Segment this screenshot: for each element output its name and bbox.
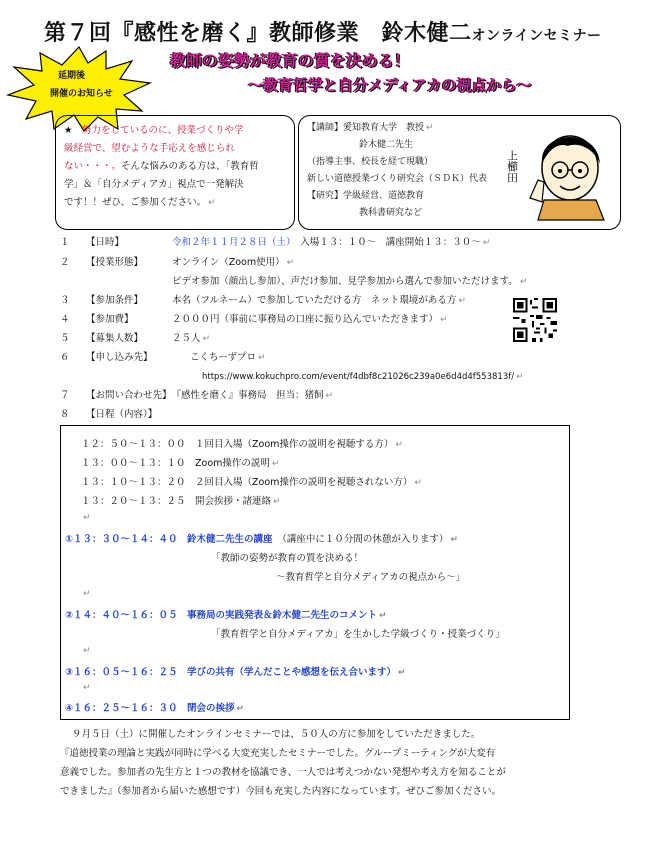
footer-line-2: 『道徳授業の理論と実践が同時に学べる大変充実したセミナーでした。グループミーティングが大変有 (60, 748, 496, 759)
schedule-row: １３：２０～１３：２５ 開会挨拶・諸連絡 ↵ (81, 496, 281, 507)
footer-line-4: できました』（参加者から届いた感想です）今回も充実した内容になっています。ぜひご参加ください。 (60, 786, 501, 797)
item-fee: ４ 【参加費】 ２０００円（事前に事務局の口座に振り込んでいただきます） ↵ (60, 314, 448, 325)
burst-text-2: 開催のお知らせ (50, 89, 113, 99)
item-conditions: ３ 【参加条件】 本名（フルネーム）で参加していただける方 ネット環境がある方 ↵ (60, 295, 466, 306)
session-2: ②１４：４０～１６：０５ 事務局の実践発表＆鈴木健二先生のコメント ↵ (65, 610, 387, 621)
subtitle-sub: ～教育哲学と自分メディアカの視点から～ (248, 76, 532, 94)
item-apply: ６ 【申し込み先】 こくちーずプロ ↵ (60, 352, 266, 363)
lecturer-portrait (505, 120, 616, 220)
session-3: ③１６：０５～１６：２５ 学びの共有（学んだことや感想を伝え合います） ↵ (65, 667, 406, 678)
item-capacity: ５ 【募集人数】 ２５人 ↵ (60, 333, 211, 344)
apply-url-link[interactable]: https://www.kokuchpro.com/event/f4dbf8c21026c239a0e6d4d4f553813f/ ↵ (202, 372, 524, 382)
lecturer-profile: 【講師】愛知教育大学 教授 ↵ 鈴木健二先生 （指導主事、校長を経て現職） 新しい道徳授業づくり研究会（ＳＤＫ）代表 【研究】学級経営、道徳教育 教科書研究など (298, 115, 621, 230)
item-contact: ７ 【お問い合わせ先】『感性を磨く』事務局 担当：猪飼 ↵ (60, 390, 334, 401)
page-title: 第７回『感性を磨く』教師修業 鈴木健二オンラインセミナー (44, 21, 602, 46)
star-icon: ★ (64, 125, 73, 136)
session-1: ①１３：３０～１４：４０ 鈴木健二先生の講座 （講座中に１０分間の休憩が入ります） ↵ (65, 534, 458, 545)
subtitle-main: 教師の姿勢が教育の質を決める！ (170, 51, 411, 70)
qr-code-icon (513, 298, 557, 342)
item-format-detail: ビデオ参加（顔出し参加）、声だけ参加、見学参加から選んで参加いただけます。 ↵ (172, 276, 528, 287)
item-format: ２ 【授業形態】 オンライン（Zoom使用） ↵ (60, 257, 295, 268)
footer-line-3: 意義でした。参加者の先生方と１つの教材を協議でき、一人では考えつかない発想や考え方を知ることが (60, 767, 506, 778)
session-4: ④１６：２５～１６：３０ 閉会の挨拶 ↵ (65, 703, 245, 714)
schedule-row: １２：５０～１３：００ １回目入場（Zoom操作の説明を視聴する方） ↵ (81, 439, 403, 450)
footer-line-1: ９月５日（土）に開催したオンラインセミナーでは、５０人の方に参加をしていただきました。 (72, 729, 481, 740)
schedule-box: １２：５０～１３：００ １回目入場（Zoom操作の説明を視聴する方） ↵ １３：００～１３：１０ Zoom操作の説明 ↵ １３：１０～１３：２０ ２回目入場（Zoom操作の説明を視聴されない方） ↵ １３：２０～１３：２５ 開会挨拶・諸連絡 ↵ ↵ ①１３：３０～１４：４０ 鈴木健二先生の講座 （講座中に１０分間の休憩が入ります） ↵ 「教師の姿勢が教育の質を決める！ ～教育哲学と自分メディアカの視点から～」 ↵ ②１４：４０～１６：０５ 事務局の実践発表＆鈴木健二先生のコメント ↵ 「教育哲学と自分メディアカ」を生かした学級づくり・授業づくり」 ↵ ③１６：０５～１６：２５ 学びの共有（学んだことや感想を伝え合います） ↵ ↵ ④１６：２５～１６：３０ 閉会の挨拶 ↵ (60, 425, 570, 720)
portrait-caption: 上櫛田 (505, 150, 519, 183)
schedule-row: １３：１０～１３：２０ ２回目入場（Zoom操作の説明を視聴されない方） ↵ (81, 477, 422, 488)
intro-box: ★ 努力をしているのに、授業づくりや学 級経営で、望むような手応えを感じられ ない・・・。そんな悩みのある方は、「教育哲 学」＆「自分メディアカ」視点で一発解決 です！！ぜひ、ご参加ください。 ↵ (55, 115, 295, 230)
burst-text-1: 延期後 (58, 71, 86, 81)
schedule-row: １３：００～１３：１０ Zoom操作の説明 ↵ (81, 458, 280, 469)
item-datetime: １ 【日時】 令和２年１１月２８日（土） 入場１３：１０～ 講座開始１３：３０～ ↵ (60, 237, 491, 248)
item-schedule: ８ 【日程（内容）】 (60, 409, 158, 420)
